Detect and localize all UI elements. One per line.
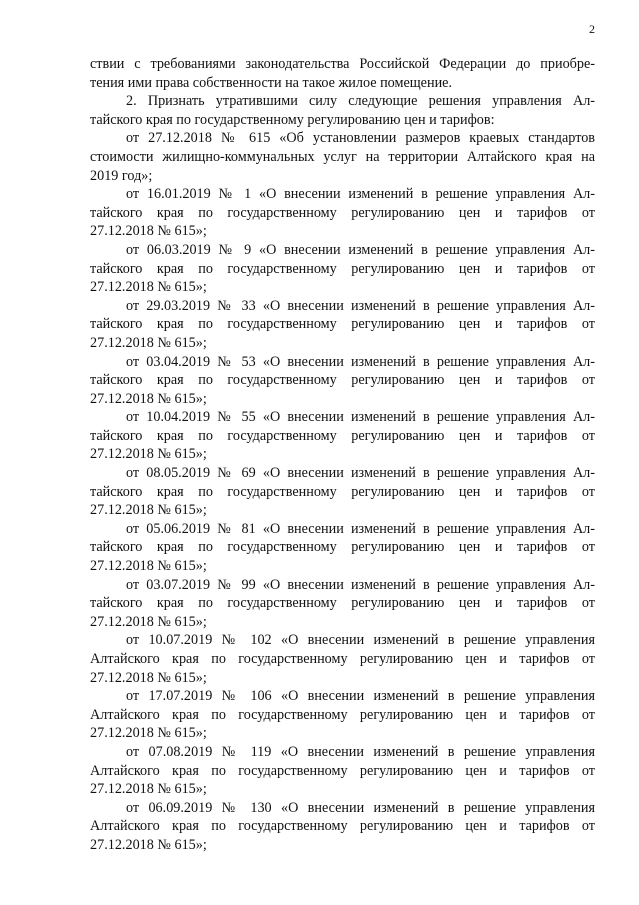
paragraph — [90, 353, 595, 409]
paragraph — [90, 55, 595, 92]
text-line: от 03.07.2019 № 99 «О внесении изменений в решение управления Ал- — [126, 576, 595, 593]
text-line: тения ими права собственности на такое жилое помещение. — [90, 74, 453, 91]
text-line: 27.12.2018 № 615»; — [90, 725, 207, 742]
text-line: 27.12.2018 № 615»; — [90, 223, 207, 240]
text-line: 27.12.2018 № 615»; — [90, 558, 207, 575]
text-line: тайского края по государственному регулированию цен и тарифов от — [90, 483, 595, 500]
text-line: тайского края по государственному регулированию цен и тарифов от — [90, 372, 595, 389]
text-line: от 10.07.2019 № 102 «О внесении изменений в решение управления — [126, 632, 595, 649]
text-line: от 10.04.2019 № 55 «О внесении изменений в решение управления Ал- — [126, 409, 595, 426]
text-line: от 06.03.2019 № 9 «О внесении изменений в решение управления Ал- — [126, 241, 595, 258]
text-line: тайского края по государственному регулированию цен и тарифов от — [90, 595, 595, 612]
paragraph — [90, 687, 595, 743]
text-line: ствии с требованиями законодательства Российской Федерации до приобре- — [90, 56, 595, 72]
text-line: 27.12.2018 № 615»; — [90, 781, 207, 798]
text-line: 27.12.2018 № 615»; — [90, 446, 207, 463]
paragraph — [90, 241, 595, 297]
text-line: 27.12.2018 № 615»; — [90, 502, 207, 519]
text-line: от 27.12.2018 № 615 «Об установлении размеров краевых стандартов — [126, 130, 595, 147]
paragraph — [90, 297, 595, 353]
text-line: 2019 год»; — [90, 167, 153, 184]
text-line: тайского края по государственному регулированию цен и тарифов от — [90, 260, 595, 277]
paragraph — [90, 92, 595, 129]
text-line: Алтайского края по государственному регулированию цен и тарифов от — [90, 706, 595, 723]
text-line: от 17.07.2019 № 106 «О внесении изменений в решение управления — [126, 688, 595, 705]
text-line: тайского края по государственному регулированию цен и тарифов от — [90, 316, 595, 333]
paragraph — [90, 576, 595, 632]
text-line: Алтайского края по государственному регулированию цен и тарифов от — [90, 762, 595, 779]
paragraph — [90, 743, 595, 799]
page-number: 2 — [589, 22, 595, 36]
text-line: 27.12.2018 № 615»; — [90, 836, 207, 853]
text-line: от 05.06.2019 № 81 «О внесении изменений в решение управления Ал- — [126, 520, 595, 537]
text-line: тайского края по государственному регулированию цен и тарифов: — [90, 111, 495, 128]
paragraph — [90, 799, 595, 855]
text-line: 27.12.2018 № 615»; — [90, 613, 207, 630]
text-line: Алтайского края по государственному регулированию цен и тарифов от — [90, 818, 595, 835]
text-line: от 08.05.2019 № 69 «О внесении изменений в решение управления Ал- — [126, 465, 595, 482]
text-line: тайского края по государственному регулированию цен и тарифов от — [90, 539, 595, 556]
text-line: 27.12.2018 № 615»; — [90, 334, 207, 351]
document-body — [90, 55, 595, 855]
paragraph — [90, 520, 595, 576]
text-line: стоимости жилищно-коммунальных услуг на территории Алтайского края на — [90, 148, 595, 165]
paragraph — [90, 408, 595, 464]
text-line: от 16.01.2019 № 1 «О внесении изменений в решение управления Ал- — [126, 186, 595, 203]
paragraph — [90, 129, 595, 185]
text-line: от 06.09.2019 № 130 «О внесении изменений в решение управления — [126, 799, 595, 816]
text-line: от 03.04.2019 № 53 «О внесении изменений в решение управления Ал- — [126, 353, 595, 370]
text-line: 2. Признать утратившими силу следующие решения управления Ал- — [126, 93, 595, 110]
text-line: от 07.08.2019 № 119 «О внесении изменений в решение управления — [126, 743, 595, 760]
text-line: 27.12.2018 № 615»; — [90, 669, 207, 686]
text-line: Алтайского края по государственному регулированию цен и тарифов от — [90, 651, 595, 667]
text-line: 27.12.2018 № 615»; — [90, 390, 207, 407]
text-line: 27.12.2018 № 615»; — [90, 279, 207, 296]
paragraph — [90, 631, 595, 687]
paragraph — [90, 464, 595, 520]
text-line: от 29.03.2019 № 33 «О внесении изменений в решение управления Ал- — [126, 297, 595, 314]
text-line: тайского края по государственному регулированию цен и тарифов от — [90, 204, 595, 221]
text-line: тайского края по государственному регулированию цен и тарифов от — [90, 427, 595, 444]
paragraph — [90, 185, 595, 241]
